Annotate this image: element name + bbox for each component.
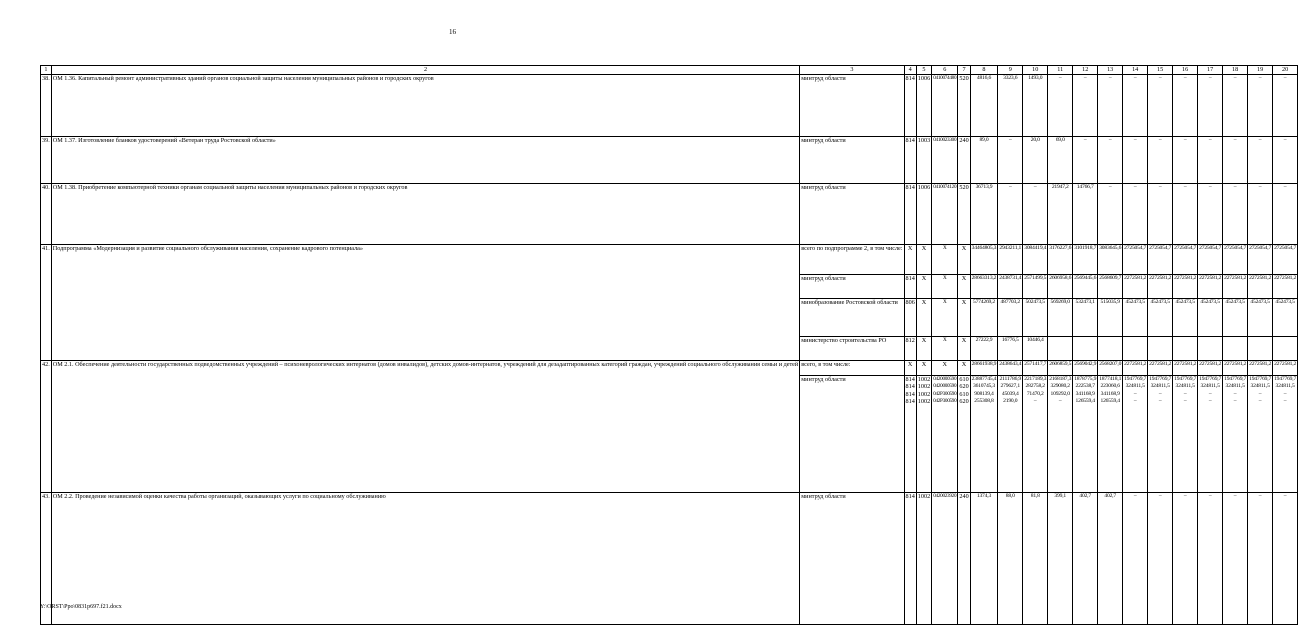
grbs-cell: 814 (904, 137, 916, 184)
value-cell (1148, 376, 1173, 493)
row-number: 40. (41, 184, 52, 245)
value-cell: – (1248, 137, 1273, 184)
value-line: – (1208, 390, 1212, 397)
value-line: 223060,6 (1100, 383, 1120, 390)
rzpr-line: 1002 (917, 398, 931, 406)
col-header: 9 (998, 66, 1023, 75)
row-number: 41. (41, 245, 52, 361)
row-title: ОМ 1.36. Капитальный ремонт административных зданий органов социальной защиты населения муниципальных районов и городских округов (51, 75, 800, 137)
value-cell (1098, 376, 1123, 493)
col-header: 1 (41, 66, 52, 75)
value-cell: – (1073, 137, 1098, 184)
value-line: – (1058, 398, 1062, 405)
value-cell (1198, 337, 1223, 361)
value-cell: 2438731,4 (998, 275, 1023, 299)
value-cell (1148, 337, 1173, 361)
value-cell (1173, 337, 1198, 361)
value-cell: – (1248, 493, 1273, 625)
value-cell: 1374,3 (970, 493, 998, 625)
row-number: 43. (41, 493, 52, 625)
value-line: 324811,5 (1250, 383, 1270, 390)
value-cell (1198, 376, 1223, 493)
col-header: 10 (1023, 66, 1048, 75)
value-cell: 3084419,4 (1023, 245, 1048, 275)
row-number: 42. (41, 361, 52, 493)
csr-cell: X (932, 275, 958, 299)
value-cell: 2943211,1 (998, 245, 1023, 275)
col-header: 4 (904, 66, 916, 75)
value-cell: – (1123, 184, 1148, 245)
value-cell: – (1098, 75, 1123, 137)
value-line: 45039,4 (1001, 390, 1019, 397)
col-header: 8 (970, 66, 998, 75)
col-header: 16 (1173, 66, 1198, 75)
value-cell (1048, 376, 1073, 493)
value-line: 2111786,9 (999, 376, 1022, 382)
row-title: ОМ 2.1. Обеспечение деятельности государственных подведомственных учреждений – психоневрологических интернатов (домов инвалидов), детских домов-интернатов, учреждений для дезадаптированных категорий граждан, учреждений социального обслуживания семьи и детей (51, 361, 800, 493)
rzpr-line: 1002 (917, 376, 931, 383)
executor-cell: минобразование Ростовской области (800, 299, 904, 337)
value-cell: – (1223, 75, 1248, 137)
header-row (41, 66, 1298, 75)
value-cell: 2272581,2 (1173, 275, 1198, 299)
csr-line: 042P300590 (933, 398, 957, 405)
value-cell: 2571499,5 (1023, 275, 1048, 299)
value-cell (998, 376, 1023, 493)
grbs-cell: 814 (904, 75, 916, 137)
vr-cell: 240 (958, 493, 970, 625)
value-cell (1073, 337, 1098, 361)
value-line: 282758,2 (1025, 383, 1045, 390)
value-cell: 20,0 (1023, 137, 1048, 184)
value-line: 324811,5 (1125, 383, 1145, 390)
value-cell: 2569042,9 (1073, 361, 1098, 376)
value-line: – (1233, 390, 1237, 397)
value-cell: – (1248, 75, 1273, 137)
value-line: 324811,5 (1225, 383, 1245, 390)
value-cell: 28663313,2 (970, 275, 998, 299)
csr-line: 0420000590 (933, 383, 957, 390)
value-cell (1123, 337, 1148, 361)
csr-cell: X (932, 245, 958, 275)
value-cell: – (1123, 75, 1148, 137)
value-cell: 88,0 (998, 493, 1023, 625)
value-cell: 2272581,2 (1273, 275, 1298, 299)
value-cell: 2272581,2 (1198, 361, 1223, 376)
value-cell: 515035,9 (1098, 299, 1123, 337)
col-header: 7 (958, 66, 970, 75)
grbs-cell: 812 (904, 337, 916, 361)
value-cell (1223, 376, 1248, 493)
rzpr-cell: X (916, 361, 931, 376)
row-title: ОМ 2.2. Проведение независимой оценки качества работы организаций, оказывающих услуги по социальному обслуживанию (51, 493, 800, 625)
vr-cell: 240 (958, 137, 970, 184)
value-cell: 452473,5 (1148, 299, 1173, 337)
value-cell: 2272581,2 (1123, 361, 1148, 376)
value-cell: 2725054,7 (1273, 245, 1298, 275)
value-cell: 3101918,7 (1073, 245, 1098, 275)
value-cell: 2606859,5 (1048, 361, 1073, 376)
grbs-cell: X (904, 245, 916, 275)
value-line: – (1133, 390, 1137, 397)
value-line: – (1258, 390, 1262, 397)
value-line: 329080,2 (1050, 383, 1070, 390)
value-cell: – (1173, 75, 1198, 137)
value-cell: – (1223, 137, 1248, 184)
value-line: 279627,1 (1000, 383, 1020, 390)
col-header: 2 (51, 66, 800, 75)
vr-cell: X (958, 361, 970, 376)
rzpr-cell: 1003 (916, 137, 931, 184)
vr-cell: 520 (958, 75, 970, 137)
value-cell: 2272581,2 (1198, 275, 1223, 299)
value-cell: – (1273, 493, 1298, 625)
value-cell (1098, 337, 1123, 361)
vr-cell (958, 376, 970, 493)
value-cell: – (1273, 184, 1298, 245)
value-cell: – (1148, 184, 1173, 245)
value-cell: 452473,5 (1198, 299, 1223, 337)
footer-path: Y:\ORST\Ppo\0831p697.f21.docx (40, 604, 122, 610)
value-cell: – (1273, 137, 1298, 184)
row-number: 38. (41, 75, 52, 137)
csr-cell: 0410023300 (932, 137, 958, 184)
value-cell: – (1148, 493, 1173, 625)
table-row (41, 493, 1298, 625)
value-cell: 81,8 (1023, 493, 1048, 625)
value-line: – (1158, 398, 1162, 405)
table-body (41, 75, 1298, 625)
value-cell (1073, 376, 1098, 493)
value-cell: 1493,0 (1023, 75, 1048, 137)
csr-line: 042P300590 (933, 390, 957, 397)
value-cell: 402,7 (1073, 493, 1098, 625)
grbs-line: 814 (905, 398, 915, 406)
value-cell: 3176227,6 (1048, 245, 1073, 275)
value-cell: 452473,5 (1248, 299, 1273, 337)
row-title: Подпрограмма «Модернизация и развитие социального обслуживания населения, сохранение кадрового потенциала» (51, 245, 800, 361)
value-cell: 2725054,7 (1223, 245, 1248, 275)
rzpr-cell: X (916, 337, 931, 361)
page-number: 16 (449, 28, 456, 36)
value-cell: 569269,0 (1048, 299, 1073, 337)
value-line: 2190,0 (1003, 398, 1018, 405)
value-cell: 2272581,2 (1223, 361, 1248, 376)
executor-cell: минтруд области (800, 493, 904, 625)
table-row (41, 137, 1298, 184)
vr-line: 610 (959, 376, 969, 383)
value-line: – (1158, 390, 1162, 397)
csr-cell: 0410074480 (932, 75, 958, 137)
rzpr-cell: 1002 (916, 493, 931, 625)
rzpr-cell: X (916, 275, 931, 299)
value-line: – (1183, 390, 1187, 397)
vr-cell: X (958, 337, 970, 361)
executor-cell: всего по подпрограмме 2, в том числе: (800, 245, 904, 275)
value-cell: – (1048, 75, 1073, 137)
value-line: – (1283, 390, 1287, 397)
value-cell: 69,0 (1048, 137, 1073, 184)
value-line: 324811,5 (1150, 383, 1170, 390)
value-cell: – (1173, 137, 1198, 184)
value-cell: 487703,2 (998, 299, 1023, 337)
col-header: 12 (1073, 66, 1098, 75)
value-cell: – (1198, 184, 1223, 245)
value-cell: 2725054,7 (1173, 245, 1198, 275)
value-cell: – (1173, 184, 1198, 245)
value-cell: 2272581,2 (1148, 361, 1173, 376)
vr-line: 620 (959, 398, 969, 406)
value-line: 1947769,7 (1274, 376, 1297, 382)
value-cell: 36713,9 (970, 184, 998, 245)
col-header: 14 (1123, 66, 1148, 75)
value-line: 1877418,1 (1099, 376, 1122, 382)
value-cell: 3323,6 (998, 75, 1023, 137)
value-cell (1273, 337, 1298, 361)
value-cell: 16776,5 (998, 337, 1023, 361)
value-line: 23887745,4 (971, 376, 997, 382)
grbs-cell: 814 (904, 184, 916, 245)
value-cell: 21947,2 (1048, 184, 1073, 245)
row-number: 39. (41, 137, 52, 184)
grbs-cell: 814 (904, 275, 916, 299)
value-cell (1048, 337, 1073, 361)
value-cell: – (1273, 75, 1298, 137)
csr-cell (932, 376, 958, 493)
rzpr-cell: 1006 (916, 184, 931, 245)
csr-line: 0420000590 (933, 376, 957, 382)
value-line: 908139,4 (974, 390, 994, 397)
value-cell: – (1173, 493, 1198, 625)
value-cell: – (998, 184, 1023, 245)
value-cell: 402,7 (1098, 493, 1123, 625)
rzpr-cell: X (916, 299, 931, 337)
executor-cell: минтруд области (800, 75, 904, 137)
vr-cell: X (958, 299, 970, 337)
value-cell: – (1073, 75, 1098, 137)
value-line: 71470,2 (1026, 390, 1044, 397)
value-cell: 10446,4 (1023, 337, 1048, 361)
value-cell (1123, 376, 1148, 493)
row-title: ОМ 1.37. Изготовление бланков удостоверений «Ветеран труда Ростовской области» (51, 137, 800, 184)
value-line: 255308,8 (974, 398, 994, 405)
value-cell: 2568609,7 (1098, 275, 1123, 299)
value-cell: 2725054,7 (1198, 245, 1223, 275)
budget-table (40, 65, 1298, 625)
value-line: – (1258, 398, 1262, 405)
value-cell: 2438643,4 (998, 361, 1023, 376)
grbs-cell: 814 (904, 493, 916, 625)
vr-cell: X (958, 275, 970, 299)
value-cell (970, 376, 998, 493)
value-line: 324811,5 (1200, 383, 1220, 390)
value-cell: 2725054,7 (1248, 245, 1273, 275)
value-line: 1947769,7 (1249, 376, 1272, 382)
value-line: – (1208, 398, 1212, 405)
value-cell: – (1023, 184, 1048, 245)
value-line: 1947769,7 (1174, 376, 1197, 382)
value-cell: – (1123, 137, 1148, 184)
col-header: 18 (1223, 66, 1248, 75)
value-line: – (1183, 398, 1187, 405)
value-cell: – (998, 137, 1023, 184)
value-cell: 452473,5 (1123, 299, 1148, 337)
table-row (41, 245, 1298, 275)
executor-cell: минтруд области (800, 137, 904, 184)
table-row (41, 361, 1298, 376)
csr-cell: 0420023920 (932, 493, 958, 625)
table-row (41, 184, 1298, 245)
value-cell (1248, 376, 1273, 493)
value-line: 2217189,3 (1024, 376, 1047, 382)
value-cell: 5774269,2 (970, 299, 998, 337)
col-header: 3 (800, 66, 904, 75)
value-cell: 2568207,0 (1098, 361, 1123, 376)
csr-cell: X (932, 337, 958, 361)
col-header: 13 (1098, 66, 1123, 75)
value-cell (1023, 376, 1048, 493)
executor-cell: минтруд области (800, 376, 904, 493)
value-cell: – (1198, 493, 1223, 625)
value-line: 126559,4 (1075, 398, 1095, 405)
value-line: 324811,5 (1275, 383, 1295, 390)
value-line: 2168187,3 (1049, 376, 1072, 382)
vr-cell: 520 (958, 184, 970, 245)
value-line: – (1133, 398, 1137, 405)
value-line: 324811,5 (1175, 383, 1195, 390)
value-cell: – (1223, 184, 1248, 245)
executor-cell: минтруд области (800, 275, 904, 299)
executor-cell: министерство строительства РО (800, 337, 904, 361)
grbs-cell: 806 (904, 299, 916, 337)
rzpr-cell: 1006 (916, 75, 931, 137)
vr-line: 610 (959, 390, 969, 398)
col-header: 19 (1248, 66, 1273, 75)
value-cell: 2272581,2 (1148, 275, 1173, 299)
col-header: 17 (1198, 66, 1223, 75)
value-line: 3610745,3 (972, 383, 995, 390)
value-cell: – (1148, 137, 1173, 184)
value-cell: 3083645,6 (1098, 245, 1123, 275)
col-header: 11 (1048, 66, 1073, 75)
col-header: 15 (1148, 66, 1173, 75)
rzpr-line: 1002 (917, 390, 931, 398)
value-cell: 532473,1 (1073, 299, 1098, 337)
rzpr-line: 1002 (917, 383, 931, 391)
value-cell: 452473,5 (1273, 299, 1298, 337)
grbs-cell (904, 376, 916, 493)
value-cell: 28661938,9 (970, 361, 998, 376)
value-cell: 34464805,3 (970, 245, 998, 275)
value-line: 341168,9 (1100, 390, 1120, 397)
value-line: – (1283, 398, 1287, 405)
value-line: 1947769,7 (1149, 376, 1172, 382)
grbs-line: 814 (905, 383, 915, 391)
col-header: 5 (916, 66, 931, 75)
value-line: 1947769,7 (1224, 376, 1247, 382)
value-cell: – (1198, 137, 1223, 184)
value-cell: – (1148, 75, 1173, 137)
value-line: – (1033, 398, 1037, 405)
value-cell: – (1098, 184, 1123, 245)
col-header: 6 (932, 66, 958, 75)
value-line: 1878775,9 (1074, 376, 1097, 382)
value-cell: 452473,5 (1173, 299, 1198, 337)
row-title: ОМ 1.38. Приобретение компьютерной техники органам социальной защиты населения муниципальных районов и городских округов (51, 184, 800, 245)
value-cell (1248, 337, 1273, 361)
value-cell: – (1098, 137, 1123, 184)
csr-cell: X (932, 299, 958, 337)
value-line: 1947769,7 (1124, 376, 1147, 382)
value-cell: 14766,7 (1073, 184, 1098, 245)
value-cell: 2725054,7 (1123, 245, 1148, 275)
value-cell: 502473,5 (1023, 299, 1048, 337)
grbs-line: 814 (905, 376, 915, 383)
value-line: – (1233, 398, 1237, 405)
value-line: 126559,4 (1100, 398, 1120, 405)
rzpr-cell (916, 376, 931, 493)
grbs-cell: X (904, 361, 916, 376)
table-row (41, 75, 1298, 137)
value-cell: 452473,5 (1223, 299, 1248, 337)
value-cell: 2606958,6 (1048, 275, 1073, 299)
value-cell (1223, 337, 1248, 361)
value-line: 1947769,7 (1199, 376, 1222, 382)
col-header: 20 (1273, 66, 1298, 75)
csr-cell: X (932, 361, 958, 376)
value-cell: 2725054,7 (1148, 245, 1173, 275)
value-cell: – (1123, 493, 1148, 625)
value-cell (1173, 376, 1198, 493)
value-cell: – (1198, 75, 1223, 137)
value-cell: 2272581,2 (1273, 361, 1298, 376)
value-cell: 399,1 (1048, 493, 1073, 625)
value-cell: 2272581,2 (1248, 361, 1273, 376)
value-cell (1273, 376, 1298, 493)
value-cell: 4816,6 (970, 75, 998, 137)
value-line: 109292,0 (1050, 390, 1070, 397)
value-cell: 27222,9 (970, 337, 998, 361)
value-line: 222538,7 (1075, 383, 1095, 390)
value-cell: 2272581,2 (1173, 361, 1198, 376)
value-cell: 89,0 (970, 137, 998, 184)
value-cell: 2272581,2 (1223, 275, 1248, 299)
value-cell: – (1248, 184, 1273, 245)
value-cell: 2571417,7 (1023, 361, 1048, 376)
value-line: 341168,9 (1075, 390, 1095, 397)
rzpr-cell: X (916, 245, 931, 275)
value-cell: 2569445,6 (1073, 275, 1098, 299)
vr-line: 620 (959, 383, 969, 391)
value-cell: 2272581,2 (1248, 275, 1273, 299)
csr-cell: 0410074120 (932, 184, 958, 245)
grbs-line: 814 (905, 390, 915, 398)
executor-cell: минтруд области (800, 184, 904, 245)
value-cell: 2272581,2 (1123, 275, 1148, 299)
value-cell: – (1223, 493, 1248, 625)
vr-cell: X (958, 245, 970, 275)
executor-cell: всего, в том числе: (800, 361, 904, 376)
